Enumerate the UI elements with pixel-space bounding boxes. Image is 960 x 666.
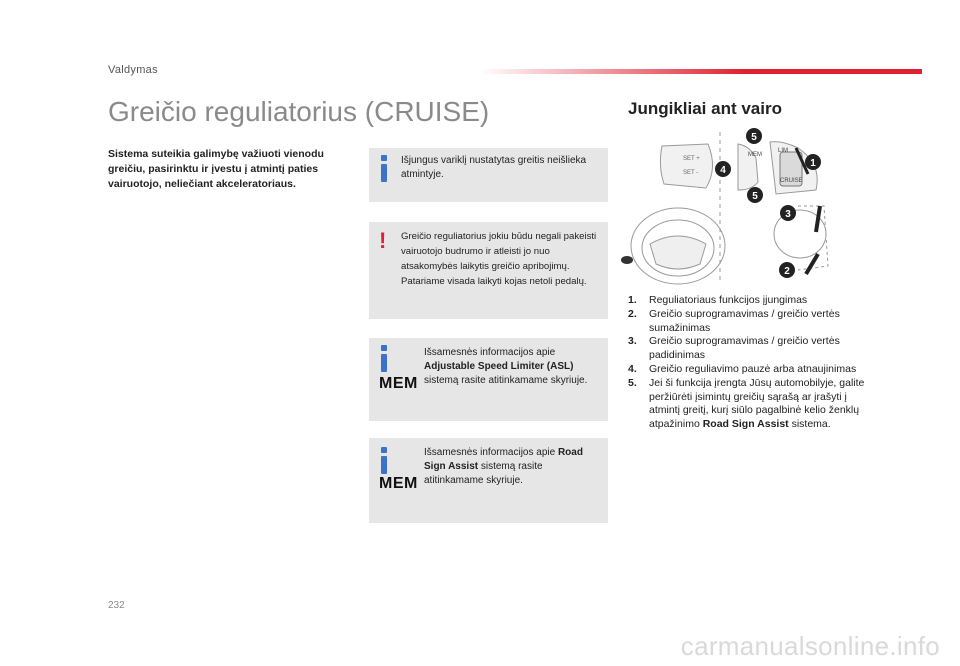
controls-list (628, 294, 878, 432)
label-lim: LIM (778, 148, 789, 154)
info-note-asl (369, 338, 608, 421)
list-item: 2. Greičio suprogramavimas / greičio vertės sumažinimas (628, 307, 840, 334)
mem-badge: MEM (379, 475, 418, 492)
list-item: 1. Reguliatoriaus funkcijos įjungimas (628, 294, 808, 306)
info-note-memory (369, 148, 608, 202)
intro-text: Sistema suteikia galimybę važiuoti vienodu greičiu, pasirinktu ir įvestu į atmintį paties vairuotojo, neliečiant akceleratoriaus. (108, 148, 324, 190)
watermark: carmanualsonline.info (680, 631, 940, 661)
callout-4: 4 (720, 165, 726, 176)
list-item: 3. Greičio suprogramavimas / greičio vertės padidinimas (628, 335, 840, 362)
label-set-minus: SET - (683, 170, 699, 176)
callout-2: 2 (784, 266, 790, 277)
page-number: 232 (108, 600, 125, 611)
label-cruise: CRUISE (780, 178, 803, 184)
info-icon (380, 447, 388, 475)
info-icon (380, 155, 388, 183)
header-rule (480, 69, 922, 74)
warning-icon: ! (379, 228, 387, 253)
list-item: 4. Greičio reguliavimo pauzė arba atnaujinimas (628, 362, 857, 375)
warning-note-text: Greičio reguliatorius jokiu būdu negali pakeisti vairuotojo budrumo ir atleisti jo nuo atsakomybės laikytis greičio apribojimų. Patariame visada laikyti kojas netoli pedalų. (401, 231, 597, 287)
page-title: Greičio reguliatorius (CRUISE) (108, 96, 490, 127)
info-note-rsa (369, 438, 608, 523)
callout-5-top: 5 (751, 132, 757, 143)
callout-3: 3 (785, 209, 791, 220)
info-icon (380, 345, 388, 373)
info-note-text: Išsamesnės informacijos apie Road Sign Assist sistemą rasite atitinkamame skyriuje. (424, 447, 583, 486)
info-note-text: Išsamesnės informacijos apie Adjustable Speed Limiter (ASL) sistemą rasite atitinkamame skyriuje. (424, 347, 588, 386)
info-note-text: Išjungus variklį nustatytas greitis neišlieka atmintyje. (401, 155, 587, 180)
mem-badge: MEM (379, 375, 418, 392)
controls-heading: Jungikliai ant vairo (628, 99, 782, 118)
warning-note (369, 222, 608, 319)
section-label: Valdymas (108, 64, 158, 76)
steering-controls-diagram (620, 124, 860, 286)
label-mem: MEM (748, 152, 762, 158)
callout-1: 1 (810, 158, 816, 169)
list-item: 5. Jei ši funkcija įrengta Jūsų automobilyje, galite peržiūrėti įsimintų greičių sąrašą ar įrašyti į atmintį greitį, kurį siūlo pagalbinė kelio ženklų atpažinimo Road Sign Assist sistema. (628, 376, 865, 431)
label-set-plus: SET + (683, 156, 700, 162)
callout-5-bottom: 5 (752, 191, 758, 202)
